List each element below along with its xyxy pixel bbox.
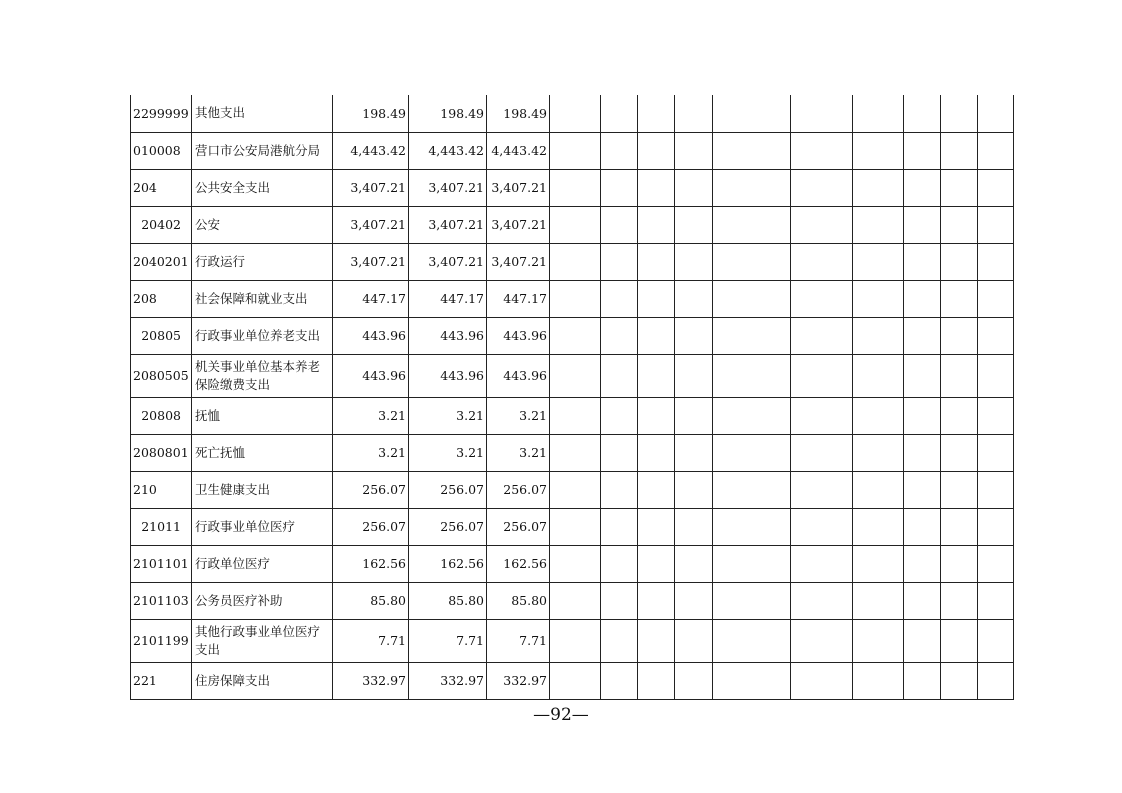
empty-cell	[675, 397, 713, 434]
table-row	[131, 280, 1014, 317]
table-row	[131, 434, 1014, 471]
personnel-expenditure-cell: 443.96	[487, 354, 550, 397]
empty-cell	[638, 354, 675, 397]
personnel-expenditure-cell: 256.07	[487, 471, 550, 508]
empty-cell	[904, 471, 941, 508]
empty-cell	[904, 95, 941, 132]
empty-cell	[713, 471, 791, 508]
total-amount-cell: 3.21	[333, 397, 409, 434]
subject-name-cell: 其他行政事业单位医疗支出	[192, 619, 333, 662]
empty-cell	[713, 354, 791, 397]
subject-name-cell: 死亡抚恤	[192, 434, 333, 471]
empty-cell	[550, 662, 601, 699]
empty-cell	[978, 95, 1014, 132]
subject-name-cell: 公安	[192, 206, 333, 243]
empty-cell	[550, 619, 601, 662]
empty-cell	[550, 206, 601, 243]
subject-name-cell: 社会保障和就业支出	[192, 280, 333, 317]
subject-name-cell: 行政单位医疗	[192, 545, 333, 582]
empty-cell	[675, 471, 713, 508]
basic-expenditure-cell: 443.96	[409, 317, 487, 354]
empty-cell	[791, 508, 853, 545]
empty-cell	[550, 434, 601, 471]
table-row	[131, 508, 1014, 545]
empty-cell	[791, 545, 853, 582]
empty-cell	[713, 95, 791, 132]
empty-cell	[675, 545, 713, 582]
empty-cell	[550, 508, 601, 545]
total-amount-cell: 7.71	[333, 619, 409, 662]
empty-cell	[791, 280, 853, 317]
personnel-expenditure-cell: 4,443.42	[487, 132, 550, 169]
empty-cell	[904, 508, 941, 545]
empty-cell	[713, 243, 791, 280]
personnel-expenditure-cell: 443.96	[487, 317, 550, 354]
empty-cell	[675, 243, 713, 280]
empty-cell	[978, 169, 1014, 206]
subject-code-cell: 2101103	[131, 582, 192, 619]
empty-cell	[978, 206, 1014, 243]
empty-cell	[601, 582, 638, 619]
empty-cell	[713, 317, 791, 354]
subject-name-cell: 公共安全支出	[192, 169, 333, 206]
personnel-expenditure-cell: 162.56	[487, 545, 550, 582]
basic-expenditure-cell: 162.56	[409, 545, 487, 582]
empty-cell	[853, 434, 904, 471]
empty-cell	[853, 545, 904, 582]
empty-cell	[853, 169, 904, 206]
subject-name-cell: 机关事业单位基本养老保险缴费支出	[192, 354, 333, 397]
empty-cell	[853, 397, 904, 434]
subject-code-cell: 208	[131, 280, 192, 317]
table-row	[131, 545, 1014, 582]
empty-cell	[791, 619, 853, 662]
empty-cell	[675, 95, 713, 132]
total-amount-cell: 443.96	[333, 354, 409, 397]
empty-cell	[791, 317, 853, 354]
table-row	[131, 132, 1014, 169]
personnel-expenditure-cell: 447.17	[487, 280, 550, 317]
empty-cell	[978, 434, 1014, 471]
empty-cell	[904, 545, 941, 582]
empty-cell	[853, 317, 904, 354]
empty-cell	[941, 471, 978, 508]
empty-cell	[791, 582, 853, 619]
basic-expenditure-cell: 85.80	[409, 582, 487, 619]
empty-cell	[638, 508, 675, 545]
total-amount-cell: 332.97	[333, 662, 409, 699]
empty-cell	[978, 354, 1014, 397]
basic-expenditure-cell: 3.21	[409, 397, 487, 434]
personnel-expenditure-cell: 3.21	[487, 434, 550, 471]
empty-cell	[638, 397, 675, 434]
subject-name-cell: 卫生健康支出	[192, 471, 333, 508]
empty-cell	[978, 317, 1014, 354]
empty-cell	[904, 206, 941, 243]
table-body	[131, 95, 1014, 699]
basic-expenditure-cell: 4,443.42	[409, 132, 487, 169]
empty-cell	[853, 95, 904, 132]
empty-cell	[601, 95, 638, 132]
empty-cell	[941, 95, 978, 132]
empty-cell	[713, 280, 791, 317]
empty-cell	[904, 243, 941, 280]
empty-cell	[675, 132, 713, 169]
empty-cell	[941, 397, 978, 434]
empty-cell	[601, 508, 638, 545]
empty-cell	[904, 317, 941, 354]
total-amount-cell: 162.56	[333, 545, 409, 582]
empty-cell	[791, 354, 853, 397]
empty-cell	[601, 243, 638, 280]
total-amount-cell: 256.07	[333, 508, 409, 545]
empty-cell	[638, 582, 675, 619]
personnel-expenditure-cell: 7.71	[487, 619, 550, 662]
empty-cell	[638, 169, 675, 206]
total-amount-cell: 85.80	[333, 582, 409, 619]
table-row	[131, 619, 1014, 662]
empty-cell	[941, 434, 978, 471]
empty-cell	[638, 619, 675, 662]
empty-cell	[638, 95, 675, 132]
personnel-expenditure-cell: 3,407.21	[487, 243, 550, 280]
empty-cell	[791, 132, 853, 169]
empty-cell	[601, 397, 638, 434]
empty-cell	[853, 243, 904, 280]
empty-cell	[941, 206, 978, 243]
subject-code-cell: 20808	[131, 397, 192, 434]
empty-cell	[638, 280, 675, 317]
empty-cell	[675, 280, 713, 317]
subject-code-cell: 010008	[131, 132, 192, 169]
subject-name-cell: 行政事业单位医疗	[192, 508, 333, 545]
empty-cell	[675, 508, 713, 545]
empty-cell	[904, 132, 941, 169]
total-amount-cell: 3,407.21	[333, 169, 409, 206]
empty-cell	[941, 317, 978, 354]
total-amount-cell: 447.17	[333, 280, 409, 317]
empty-cell	[675, 317, 713, 354]
empty-cell	[941, 169, 978, 206]
empty-cell	[853, 354, 904, 397]
empty-cell	[978, 397, 1014, 434]
empty-cell	[713, 206, 791, 243]
empty-cell	[713, 132, 791, 169]
empty-cell	[638, 434, 675, 471]
subject-name-cell: 住房保障支出	[192, 662, 333, 699]
empty-cell	[550, 317, 601, 354]
basic-expenditure-cell: 443.96	[409, 354, 487, 397]
total-amount-cell: 198.49	[333, 95, 409, 132]
personnel-expenditure-cell: 256.07	[487, 508, 550, 545]
subject-code-cell: 2040201	[131, 243, 192, 280]
total-amount-cell: 3,407.21	[333, 206, 409, 243]
empty-cell	[941, 582, 978, 619]
table-row	[131, 471, 1014, 508]
empty-cell	[638, 545, 675, 582]
subject-code-cell: 2101101	[131, 545, 192, 582]
empty-cell	[550, 243, 601, 280]
empty-cell	[601, 471, 638, 508]
basic-expenditure-cell: 3,407.21	[409, 206, 487, 243]
empty-cell	[638, 206, 675, 243]
subject-code-cell: 2299999	[131, 95, 192, 132]
total-amount-cell: 256.07	[333, 471, 409, 508]
empty-cell	[941, 243, 978, 280]
empty-cell	[601, 619, 638, 662]
empty-cell	[550, 280, 601, 317]
empty-cell	[853, 280, 904, 317]
table-row	[131, 354, 1014, 397]
subject-name-cell: 行政事业单位养老支出	[192, 317, 333, 354]
subject-code-cell: 210	[131, 471, 192, 508]
empty-cell	[791, 243, 853, 280]
empty-cell	[550, 397, 601, 434]
empty-cell	[713, 662, 791, 699]
empty-cell	[941, 662, 978, 699]
empty-cell	[904, 662, 941, 699]
empty-cell	[904, 354, 941, 397]
empty-cell	[638, 471, 675, 508]
empty-cell	[904, 280, 941, 317]
empty-cell	[941, 545, 978, 582]
empty-cell	[978, 243, 1014, 280]
empty-cell	[601, 354, 638, 397]
empty-cell	[601, 545, 638, 582]
personnel-expenditure-cell: 332.97	[487, 662, 550, 699]
empty-cell	[941, 280, 978, 317]
empty-cell	[675, 354, 713, 397]
basic-expenditure-cell: 332.97	[409, 662, 487, 699]
table-row	[131, 169, 1014, 206]
subject-name-cell: 营口市公安局港航分局	[192, 132, 333, 169]
empty-cell	[978, 582, 1014, 619]
empty-cell	[713, 169, 791, 206]
subject-code-cell: 2080801	[131, 434, 192, 471]
subject-code-cell: 2101199	[131, 619, 192, 662]
empty-cell	[638, 243, 675, 280]
subject-name-cell: 行政运行	[192, 243, 333, 280]
empty-cell	[675, 169, 713, 206]
empty-cell	[638, 317, 675, 354]
empty-cell	[791, 169, 853, 206]
empty-cell	[601, 662, 638, 699]
page-number: —92—	[533, 705, 589, 725]
empty-cell	[550, 582, 601, 619]
basic-expenditure-cell: 3,407.21	[409, 169, 487, 206]
empty-cell	[904, 169, 941, 206]
total-amount-cell: 3.21	[333, 434, 409, 471]
basic-expenditure-cell: 256.07	[409, 471, 487, 508]
subject-code-cell: 204	[131, 169, 192, 206]
empty-cell	[713, 545, 791, 582]
subject-code-cell: 2080505	[131, 354, 192, 397]
empty-cell	[904, 619, 941, 662]
basic-expenditure-cell: 7.71	[409, 619, 487, 662]
basic-expenditure-cell: 3.21	[409, 434, 487, 471]
empty-cell	[853, 471, 904, 508]
basic-expenditure-cell: 198.49	[409, 95, 487, 132]
table-row	[131, 317, 1014, 354]
subject-code-cell: 21011	[131, 508, 192, 545]
empty-cell	[601, 206, 638, 243]
subject-name-cell: 抚恤	[192, 397, 333, 434]
empty-cell	[675, 662, 713, 699]
empty-cell	[638, 662, 675, 699]
empty-cell	[601, 280, 638, 317]
empty-cell	[853, 619, 904, 662]
personnel-expenditure-cell: 85.80	[487, 582, 550, 619]
subject-code-cell: 20402	[131, 206, 192, 243]
empty-cell	[904, 397, 941, 434]
empty-cell	[791, 397, 853, 434]
empty-cell	[904, 582, 941, 619]
empty-cell	[675, 434, 713, 471]
total-amount-cell: 3,407.21	[333, 243, 409, 280]
empty-cell	[978, 132, 1014, 169]
empty-cell	[853, 662, 904, 699]
subject-code-cell: 20805	[131, 317, 192, 354]
empty-cell	[601, 317, 638, 354]
table-row	[131, 243, 1014, 280]
basic-expenditure-cell: 256.07	[409, 508, 487, 545]
empty-cell	[978, 662, 1014, 699]
empty-cell	[941, 508, 978, 545]
basic-expenditure-cell: 3,407.21	[409, 243, 487, 280]
empty-cell	[904, 434, 941, 471]
subject-name-cell: 公务员医疗补助	[192, 582, 333, 619]
table-row	[131, 582, 1014, 619]
basic-expenditure-cell: 447.17	[409, 280, 487, 317]
empty-cell	[978, 508, 1014, 545]
empty-cell	[978, 280, 1014, 317]
table-row	[131, 206, 1014, 243]
empty-cell	[791, 662, 853, 699]
empty-cell	[713, 508, 791, 545]
empty-cell	[713, 434, 791, 471]
personnel-expenditure-cell: 198.49	[487, 95, 550, 132]
empty-cell	[601, 132, 638, 169]
empty-cell	[791, 434, 853, 471]
empty-cell	[978, 545, 1014, 582]
total-amount-cell: 4,443.42	[333, 132, 409, 169]
empty-cell	[978, 619, 1014, 662]
empty-cell	[713, 582, 791, 619]
empty-cell	[638, 132, 675, 169]
empty-cell	[713, 619, 791, 662]
empty-cell	[550, 95, 601, 132]
subject-name-cell: 其他支出	[192, 95, 333, 132]
personnel-expenditure-cell: 3,407.21	[487, 206, 550, 243]
empty-cell	[550, 169, 601, 206]
empty-cell	[853, 508, 904, 545]
empty-cell	[941, 354, 978, 397]
empty-cell	[791, 471, 853, 508]
empty-cell	[853, 206, 904, 243]
empty-cell	[550, 132, 601, 169]
empty-cell	[853, 132, 904, 169]
empty-cell	[978, 471, 1014, 508]
budget-table	[130, 95, 1014, 700]
empty-cell	[791, 95, 853, 132]
personnel-expenditure-cell: 3.21	[487, 397, 550, 434]
empty-cell	[675, 619, 713, 662]
empty-cell	[791, 206, 853, 243]
empty-cell	[550, 471, 601, 508]
empty-cell	[941, 619, 978, 662]
table-row	[131, 397, 1014, 434]
personnel-expenditure-cell: 3,407.21	[487, 169, 550, 206]
subject-code-cell: 221	[131, 662, 192, 699]
empty-cell	[601, 169, 638, 206]
empty-cell	[941, 132, 978, 169]
table-row	[131, 95, 1014, 132]
empty-cell	[550, 545, 601, 582]
empty-cell	[550, 354, 601, 397]
total-amount-cell: 443.96	[333, 317, 409, 354]
table-row	[131, 662, 1014, 699]
empty-cell	[853, 582, 904, 619]
empty-cell	[713, 397, 791, 434]
empty-cell	[675, 206, 713, 243]
empty-cell	[675, 582, 713, 619]
empty-cell	[601, 434, 638, 471]
